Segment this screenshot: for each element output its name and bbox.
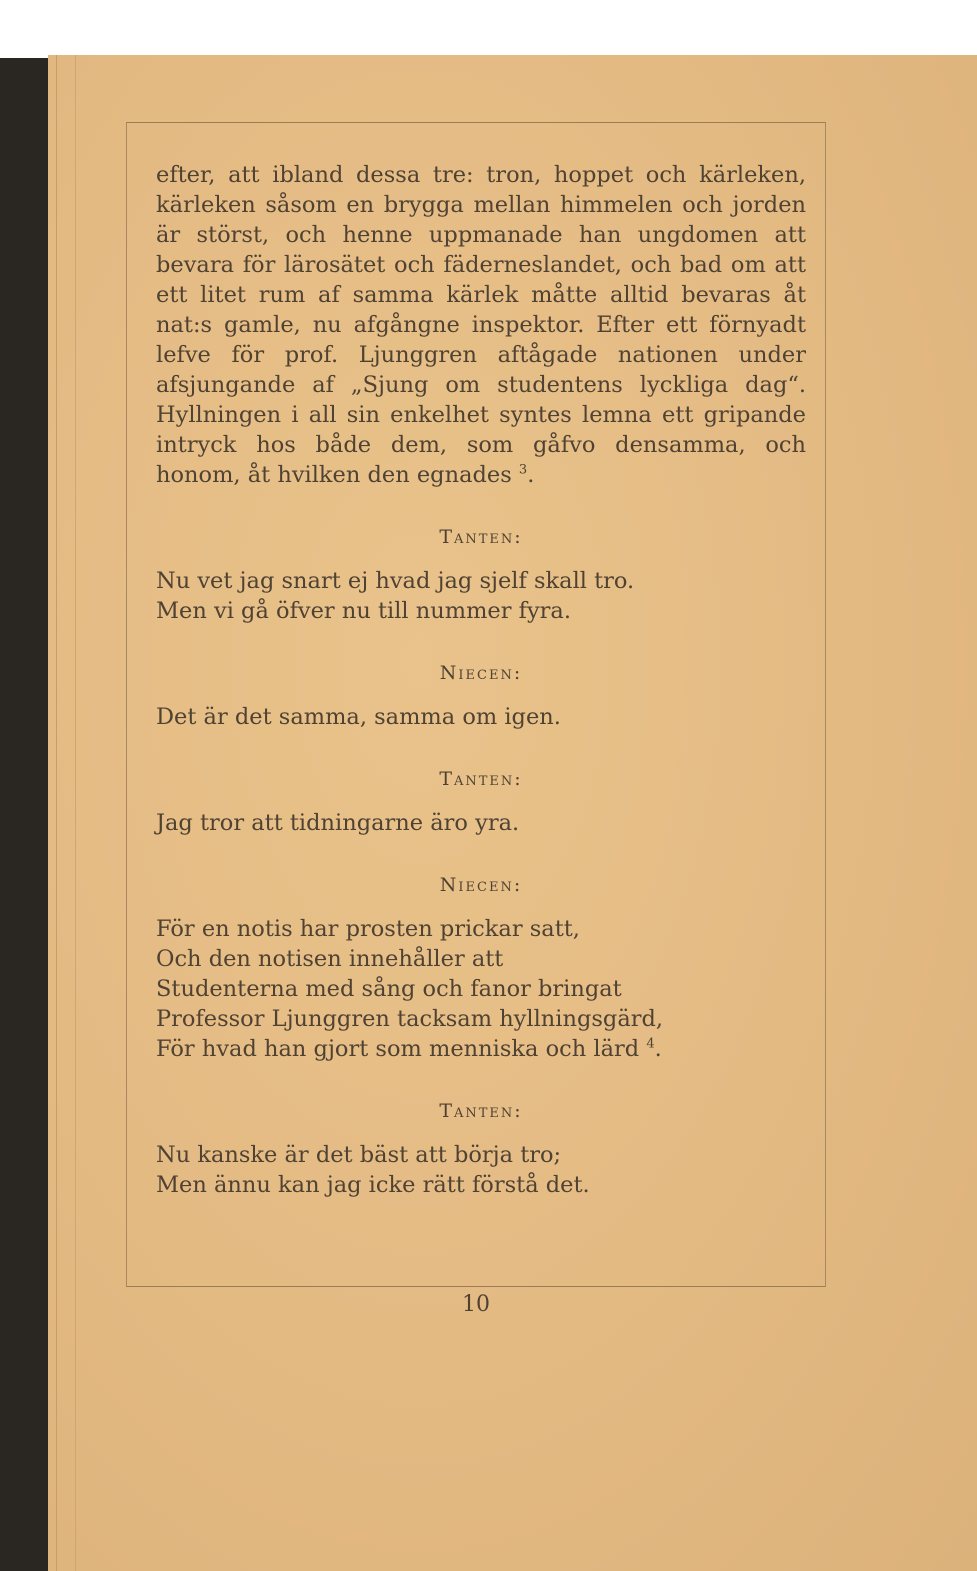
- verse-block: [156, 702, 806, 732]
- verse-line: Studenterna med sång och fanor bringat: [156, 976, 622, 1002]
- verse-block: [156, 566, 806, 626]
- speaker-heading: Niecen:: [439, 662, 523, 684]
- verse-line-end: .: [654, 1036, 662, 1062]
- scan-background-top: [0, 0, 977, 58]
- speaker-heading: Tanten:: [439, 1100, 523, 1122]
- speaker-heading: Niecen:: [439, 874, 523, 896]
- verse-block: [156, 808, 806, 838]
- verse-line-text: För hvad han gjort som menniska och lärd: [156, 1036, 640, 1062]
- speaker-heading: Tanten:: [439, 768, 523, 790]
- verse-line: Nu vet jag snart ej hvad jag sjelf skall tro.: [156, 568, 635, 594]
- verse-line: Professor Ljunggren tacksam hyllningsgärd,: [156, 1006, 664, 1032]
- speaker-heading: Tanten:: [439, 526, 523, 548]
- verse-line: Men ännu kan jag icke rätt förstå det.: [156, 1172, 590, 1198]
- page-number: 10: [462, 1292, 490, 1317]
- verse-line: För en notis har prosten prickar satt,: [156, 916, 580, 942]
- verse-line: Men vi gå öfver nu till nummer fyra.: [156, 598, 571, 624]
- verse-line: Det är det samma, samma om igen.: [156, 704, 561, 730]
- verse-line: Och den notisen innehåller att: [156, 946, 504, 972]
- page-text: [156, 160, 806, 1200]
- prose-end: .: [527, 462, 535, 488]
- verse-block: [156, 1140, 806, 1200]
- footnote-marker: 3: [518, 462, 528, 478]
- prose-paragraph: [156, 160, 806, 490]
- verse-line: Nu kanske är det bäst att börja tro;: [156, 1142, 562, 1168]
- verse-line: [156, 1034, 806, 1064]
- page-gutter-edge: [56, 55, 76, 1571]
- footnote-marker: 4: [646, 1036, 655, 1052]
- verse-line: Jag tror att tidningarne äro yra.: [156, 810, 520, 836]
- prose-text: efter, att ibland dessa tre: tron, hoppet och kärleken, kärleken såsom en brygga mellan himmelen och jorden är störst, och henne uppmanade han ungdomen att bevara för lärosätet och fäderneslandet, och bad om att ett litet rum af samma kärlek måtte alltid bevaras åt nat:s gamle, nu afgångne inspektor. Efter ett förnyadt lefve för prof. Ljunggren aftågade nationen under afsjungande af „Sjung om studentens lyckliga dag“. Hyllningen i all sin enkelhet syntes lemna ett gripande intryck hos både dem, som gåfvo densamma, och honom, åt hvilken den egnades: [156, 162, 806, 488]
- verse-block: [156, 914, 806, 1064]
